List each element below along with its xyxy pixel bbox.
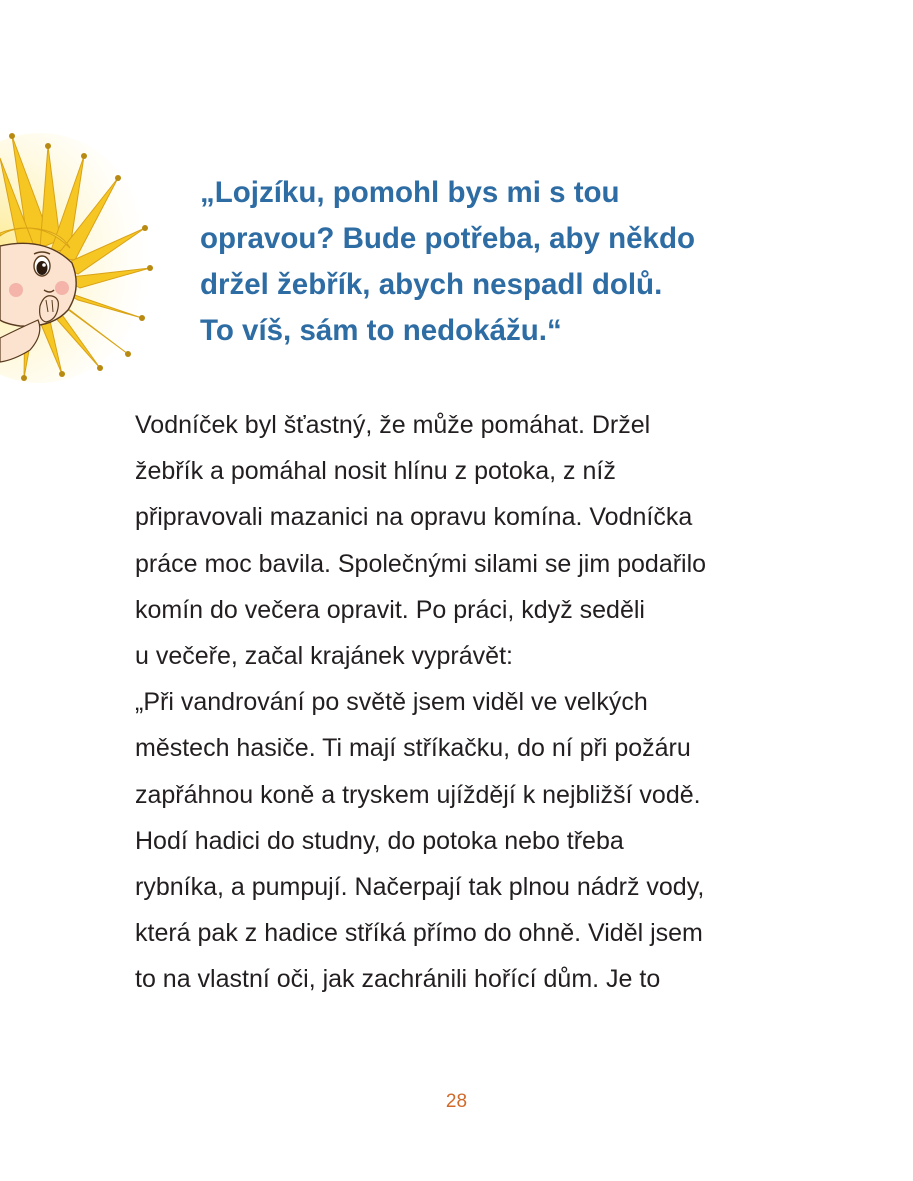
quote-line: „Lojzíku, pomohl bys mi s tou xyxy=(200,176,620,209)
story-line: městech hasiče. Ti mají stříkačku, do ní při požáru xyxy=(135,734,691,763)
story-line: připravovali mazanici na opravu komína. Vodníčka xyxy=(135,503,693,532)
story-line: která pak z hadice stříká přímo do ohně. Viděl jsem xyxy=(135,919,703,948)
dialogue-quote xyxy=(200,170,840,354)
quote-line: opravou? Bude potřeba, aby někdo xyxy=(200,222,696,255)
story-line: rybníka, a pumpují. Načerpají tak plnou nádrž vody, xyxy=(135,873,705,902)
page-number: 28 xyxy=(445,1091,468,1112)
story-line: komín do večera opravit. Po práci, když seděli xyxy=(135,595,645,624)
story-line: žebřík a pomáhal nosit hlínu z potoka, z níž xyxy=(135,457,616,486)
story-paragraph xyxy=(135,402,835,1003)
story-line: Hodí hadici do studny, do potoka nebo třeba xyxy=(135,826,624,855)
story-line: zapřáhnou koně a tryskem ujíždějí k nejbližší vodě. xyxy=(135,780,701,809)
sun-girl-icon xyxy=(0,128,160,383)
story-line: u večeře, začal krajánek vyprávět: xyxy=(135,642,513,671)
story-line: to na vlastní oči, jak zachránili hořící dům. Je to xyxy=(135,965,661,994)
story-line: práce moc bavila. Společnými silami se jim podařilo xyxy=(135,549,707,578)
quote-line: To víš, sám to nedokážu.“ xyxy=(200,314,562,347)
quote-line: držel žebřík, abych nespadl dolů. xyxy=(200,268,663,301)
story-line: Vodníček byl šťastný, že může pomáhat. Držel xyxy=(135,411,651,439)
story-line: „Při vandrování po světě jsem viděl ve velkých xyxy=(135,688,648,717)
